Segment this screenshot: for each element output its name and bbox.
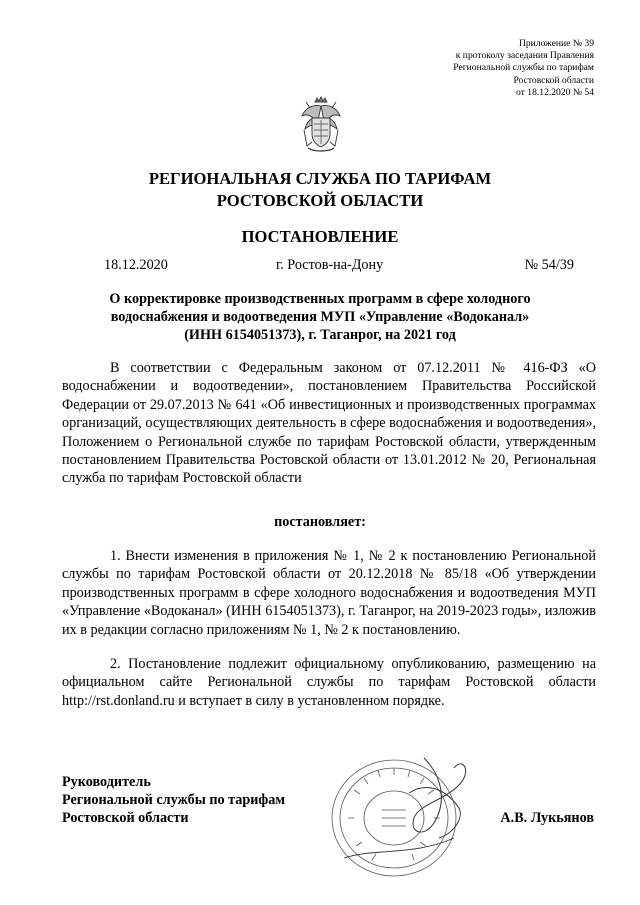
appendix-line: Приложение № 39 bbox=[518, 38, 594, 49]
position-line: Региональной службы по тарифам bbox=[62, 792, 286, 808]
resolution-item-2: 2. Постановление подлежит официальному опубликованию, размещению на официальном сайте Региональной службы по тарифам Ростовской области http://rst.donland.ru и вступает в силу в установленном порядке. bbox=[62, 656, 596, 709]
subject-line: О корректировке производственных программ в сфере холодного bbox=[109, 291, 531, 307]
signatory-name: А.В. Лукьянов bbox=[500, 810, 594, 826]
subject-line: водоснабжения и водоотведения МУП «Управление «Водоканал» bbox=[110, 309, 530, 325]
preamble-paragraph: В соответствии с Федеральным законом от 07.12.2011 № 416-ФЗ «О водоснабжении и водоотведении», постановлением Правительства Российской Федерации от 29.07.2013 № 641 «Об инвестиционных и производственных программах организаций, осуществляющих деятельность в сфере водоснабжения и водоотведения», Положением о Региональной службе по тарифам Ростовской области, утвержденным постановлением Правительства Ростовской области от 13.01.2012 № 20, Региональная служба по тарифам Ростовской области bbox=[62, 360, 596, 487]
appendix-line: к протоколу заседания Правления bbox=[455, 50, 594, 62]
document-type: ПОСТАНОВЛЕНИЕ bbox=[241, 227, 399, 246]
document-subject bbox=[60, 290, 580, 344]
org-line: РОСТОВСКОЙ ОБЛАСТИ bbox=[216, 191, 424, 210]
org-line: РЕГИОНАЛЬНАЯ СЛУЖБА ПО ТАРИФАМ bbox=[148, 169, 492, 188]
document-number: № 54/39 bbox=[524, 257, 574, 273]
official-seal-icon bbox=[314, 738, 484, 888]
resolution-item-1: 1. Внести изменения в приложения № 1, № 2 к постановлению Региональной службы по тарифам Ростовской области от 20.12.2018 № 85/18 «Об утверждении производственных программ в сфере холодного водоснабжения и водоотведения МУП «Управление «Водоканал» (ИНН 6154051373), г. Таганрог, на 2019-2023 годы», изложив их в редакции согласно приложениям № 1, № 2 к постановлению. bbox=[62, 548, 596, 638]
appendix-line: Региональной службы по тарифам bbox=[453, 62, 594, 74]
coat-of-arms-icon bbox=[296, 96, 346, 154]
document-date: 18.12.2020 bbox=[104, 257, 168, 273]
resolves-heading: постановляет: bbox=[274, 514, 366, 530]
subject-line: (ИНН 6154051373), г. Таганрог, на 2021 год bbox=[184, 327, 456, 343]
position-line: Руководитель bbox=[62, 774, 151, 790]
appendix-note bbox=[354, 38, 594, 99]
organization-name bbox=[0, 168, 640, 212]
appendix-line: Ростовской области bbox=[513, 74, 594, 86]
position-line: Ростовской области bbox=[62, 810, 189, 826]
document-meta bbox=[104, 256, 574, 274]
document-city: г. Ростов-на-Дону bbox=[276, 257, 384, 273]
signatory-position bbox=[62, 773, 285, 827]
appendix-line: от 18.12.2020 № 54 bbox=[516, 86, 594, 98]
